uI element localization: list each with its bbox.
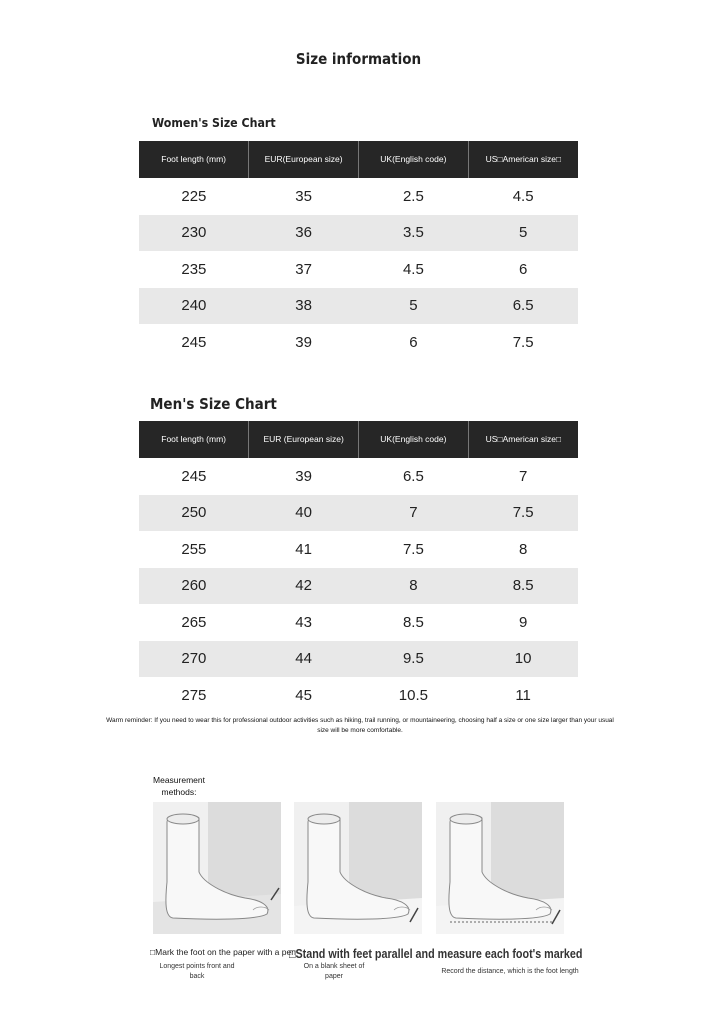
cell: 10 (468, 641, 578, 678)
table-row (139, 324, 578, 361)
cell: 7.5 (512, 333, 534, 351)
cell: 7 (359, 495, 469, 532)
step-2-subcaption: On a blank sheet of paper (303, 963, 365, 980)
cell: 6 (409, 333, 418, 351)
header-foot-length: Foot length (mm) (139, 141, 249, 178)
table-row (139, 495, 578, 532)
table-row (139, 641, 578, 678)
cell: 42 (249, 568, 359, 605)
cell: 8 (518, 540, 528, 558)
foot-standing-illustration (294, 802, 422, 934)
header-eur: EUR(European size) (249, 141, 359, 178)
cell: 9.5 (359, 641, 469, 678)
header-uk: UK(English code) (359, 421, 469, 458)
header-foot-length: Foot length (mm) (139, 421, 249, 458)
table-row (139, 215, 578, 252)
cell: 41 (295, 540, 312, 558)
step-2-caption: □Stand with feet parallel and measure each foot's marked (289, 947, 583, 961)
cell: 4.5 (402, 260, 424, 278)
cell: 36 (249, 215, 359, 252)
cell: 6 (518, 260, 528, 278)
step-3-subcaption: Record the distance, which is the foot length (441, 968, 579, 975)
table-row (139, 251, 578, 288)
cell: 38 (249, 288, 359, 325)
cell: 2.5 (402, 187, 424, 205)
men-size-table (139, 421, 578, 714)
cell: 40 (249, 495, 359, 532)
cell: 250 (139, 495, 249, 532)
cell: 8.5 (402, 613, 424, 631)
women-size-chart-title: Women's Size Chart (152, 116, 276, 130)
cell: 235 (181, 260, 207, 278)
cell: 8 (359, 568, 469, 605)
cell: 260 (139, 568, 249, 605)
cell: 45 (295, 686, 312, 704)
cell: 230 (139, 215, 249, 252)
cell: 9 (518, 613, 528, 631)
cell: 5 (359, 288, 469, 325)
step-1-subcaption: Longest points front and back (159, 963, 235, 980)
cell: 255 (181, 540, 207, 558)
women-size-table (139, 141, 578, 361)
table-row (139, 288, 578, 325)
cell: 245 (181, 467, 207, 485)
warm-reminder-text: Warm reminder: If you need to wear this for professional outdoor activities such as hiking, trail running, or mountaineering, choosing half a size or one size larger than your usual size will be more comfortable. (106, 717, 614, 734)
cell: 43 (295, 613, 312, 631)
header-eur: EUR (European size) (249, 421, 359, 458)
table-row (139, 531, 578, 568)
table-row (139, 458, 578, 495)
cell: 7 (518, 467, 528, 485)
cell: 6.5 (402, 467, 424, 485)
cell: 10.5 (398, 686, 428, 704)
page-title: Size information (295, 50, 422, 68)
cell: 44 (249, 641, 359, 678)
men-size-chart-title: Men's Size Chart (150, 395, 277, 413)
cell: 35 (295, 187, 312, 205)
cell: 39 (295, 467, 312, 485)
table-row (139, 604, 578, 641)
table-row (139, 568, 578, 605)
cell: 245 (181, 333, 207, 351)
cell: 6.5 (468, 288, 578, 325)
cell: 37 (295, 260, 312, 278)
men-table-header-row (139, 421, 578, 458)
cell: 39 (295, 333, 312, 351)
cell: 275 (181, 686, 207, 704)
header-us: US□American size□ (468, 421, 578, 458)
foot-ruler-illustration (436, 802, 564, 934)
table-row (139, 677, 578, 714)
cell: 7.5 (468, 495, 578, 532)
women-table-header-row (139, 141, 578, 178)
header-uk: UK(English code) (359, 141, 469, 178)
measurement-methods-label: Measurement methods: (153, 775, 205, 797)
cell: 5 (468, 215, 578, 252)
table-row (139, 178, 578, 215)
cell: 11 (515, 686, 531, 704)
cell: 270 (139, 641, 249, 678)
cell: 225 (181, 187, 207, 205)
cell: 265 (181, 613, 207, 631)
cell: 7.5 (402, 540, 424, 558)
foot-marking-illustration (153, 802, 281, 934)
cell: 8.5 (468, 568, 578, 605)
cell: 240 (139, 288, 249, 325)
cell: 3.5 (359, 215, 469, 252)
step-1-caption: □Mark the foot on the paper with a pen (150, 947, 296, 957)
cell: 4.5 (512, 187, 534, 205)
header-us: US□American size□ (468, 141, 578, 178)
